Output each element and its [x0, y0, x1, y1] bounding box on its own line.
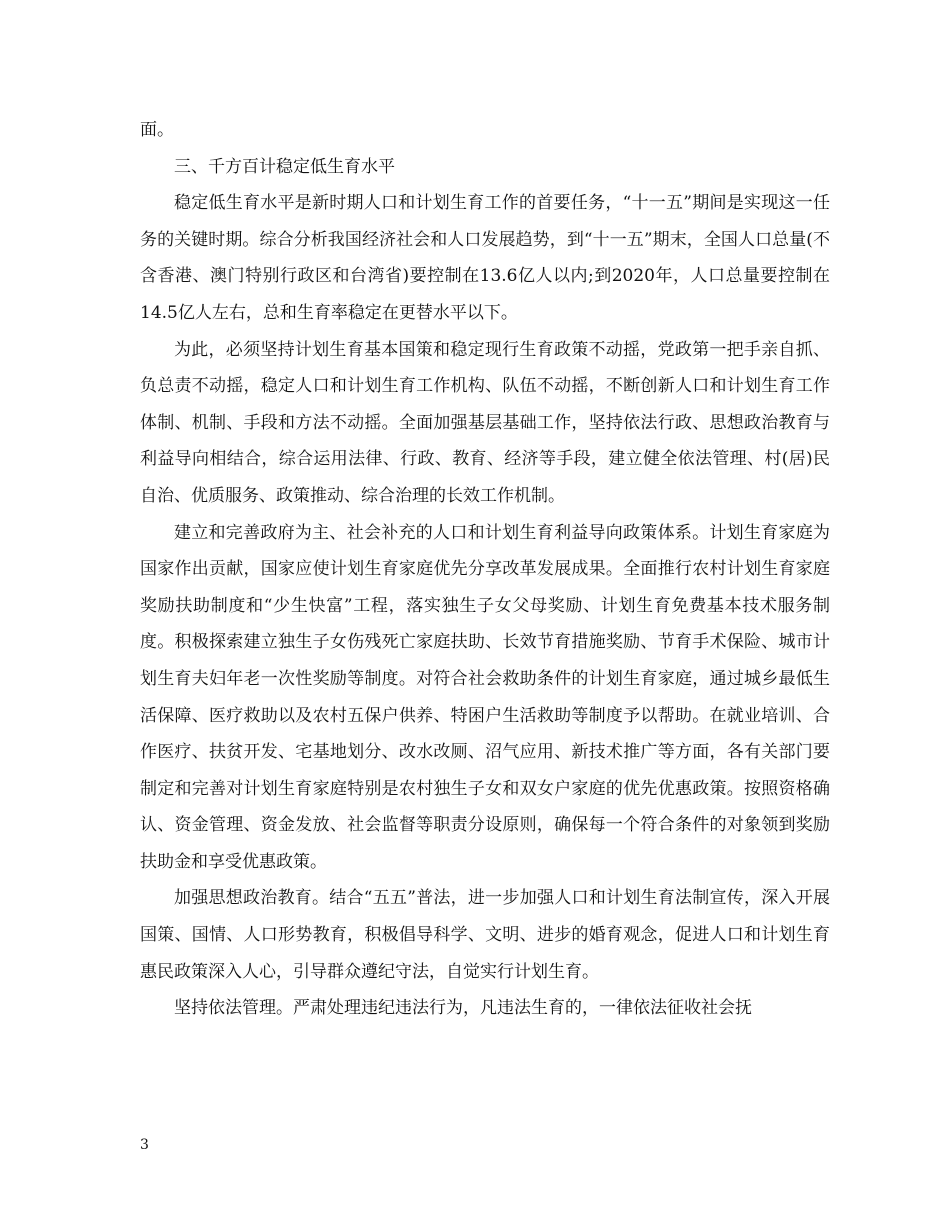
paragraph: 坚持依法管理。严肃处理违纪违法行为，凡违法生育的，一律依法征收社会抚	[174, 998, 752, 1019]
paragraph: 加强思想政治教育。结合“五五”普法，进一步加强人口和计划生育法制宣传，深入开展国策、国情、人口形势教育，积极倡导科学、文明、进步的婚育观念，促进人口和计划生育惠民政策深入人心，引导群众遵纪守法，自觉实行计划生育。	[140, 888, 830, 982]
paragraph: 为此，必须坚持计划生育基本国策和稳定现行生育政策不动摇，党政第一把手亲自抓、负总责不动摇，稳定人口和计划生育工作机构、队伍不动摇，不断创新人口和计划生育工作体制、机制、手段和方法不动摇。全面加强基层基础工作，坚持依法行政、思想政治教育与利益导向相结合，综合运用法律、行政、教育、经济等手段，建立健全依法管理、村(居)民自治、优质服务、政策推动、综合治理的长效工作机制。	[140, 339, 830, 506]
paragraph-continuation: 面。	[140, 120, 174, 140]
document-body	[140, 112, 830, 1027]
section-heading: 三、千方百计稳定低生育水平	[174, 156, 395, 177]
page-number: 3	[140, 1137, 149, 1153]
paragraph: 建立和完善政府为主、社会补充的人口和计划生育利益导向政策体系。计划生育家庭为国家作出贡献，国家应使计划生育家庭优先分享改革发展成果。全面推行农村计划生育家庭奖励扶助制度和“少生快富”工程，落实独生子女父母奖励、计划生育免费基本技术服务制度。积极探索建立独生子女伤残死亡家庭扶助、长效节育措施奖励、节育手术保险、城市计划生育夫妇年老一次性奖励等制度。对符合社会救助条件的计划生育家庭，通过城乡最低生活保障、医疗救助以及农村五保户供养、特困户生活救助等制度予以帮助。在就业培训、合作医疗、扶贫开发、宅基地划分、改水改厕、沼气应用、新技术推广等方面，各有关部门要制定和完善对计划生育家庭特别是农村独生子女和双女户家庭的优先优惠政策。按照资格确认、资金管理、资金发放、社会监督等职责分设原则，确保每一个符合条件的对象领到奖励扶助金和享受优惠政策。	[140, 522, 830, 872]
paragraph: 稳定低生育水平是新时期人口和计划生育工作的首要任务，“十一五”期间是实现这一任务的关键时期。综合分析我国经济社会和人口发展趋势，到“十一五”期末，全国人口总量(不含香港、澳门特别行政区和台湾省)要控制在13.6亿人以内;到2020年，人口总量要控制在14.5亿人左右，总和生育率稳定在更替水平以下。	[140, 193, 830, 323]
